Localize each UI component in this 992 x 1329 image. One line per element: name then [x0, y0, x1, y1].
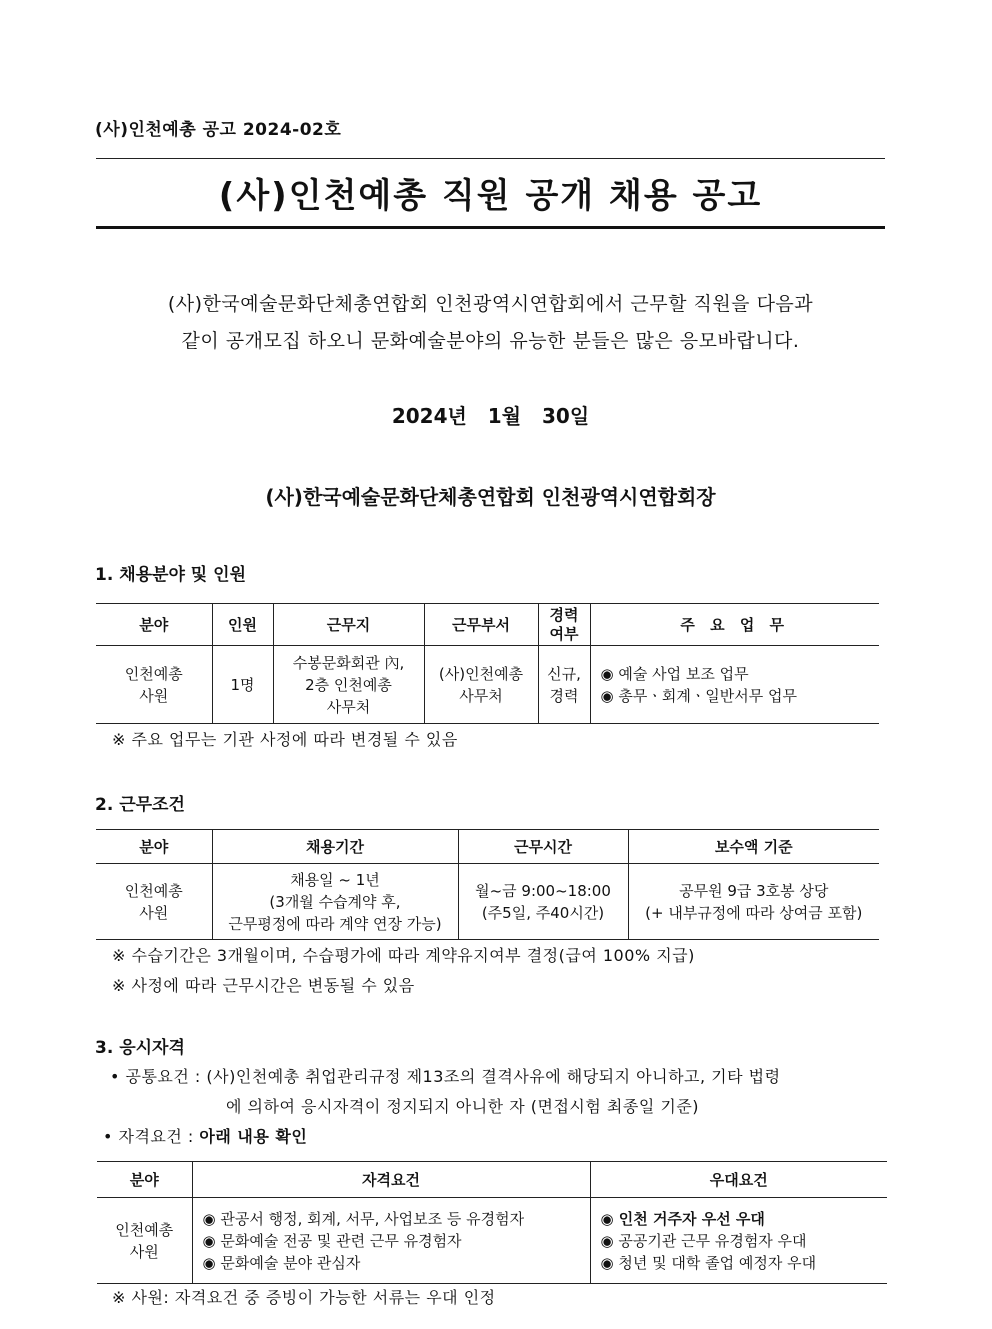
requirements-cell — [192, 1198, 590, 1284]
cell-line: 사원 — [139, 903, 169, 922]
title-top-rule — [96, 158, 885, 159]
pay-cell — [628, 864, 879, 940]
page-title: (사)인천예총 직원 공개 채용 공고 — [218, 176, 763, 216]
cell-line: 2층 인천예총 — [305, 675, 392, 694]
preference-item: ◉ 인천 거주자 우선 우대 — [600, 1209, 765, 1228]
section3-heading: 3. 응시자격 — [95, 1038, 185, 1058]
cell-line: 경력 — [549, 686, 579, 705]
section2-note-2: ※ 사정에 따라 근무시간은 변동될 수 있음 — [112, 976, 415, 995]
column-header: 근무시간 — [458, 830, 628, 864]
common-line-1: (사)인천예총 취업관리규정 제13조의 결격사유에 해당되지 아니하고, 기타 법령 — [206, 1067, 781, 1086]
table-row — [96, 864, 879, 940]
column-header: 근무지 — [273, 604, 424, 646]
count-cell: 1명 — [212, 646, 273, 724]
common-line-2: 에 의하여 응시자격이 정지되지 아니한 자 (면접시험 최종일 기준) — [226, 1097, 700, 1116]
section2-heading: 2. 근무조건 — [95, 795, 185, 815]
requirement-item: ◉ 문화예술 분야 관심자 — [202, 1253, 361, 1272]
cell-line: 채용일 ~ 1년 — [290, 870, 380, 889]
cell-line: 사무처 — [326, 697, 371, 716]
requirement-item: ◉ 관공서 행정, 회계, 서무, 사업보조 등 유경험자 — [202, 1209, 525, 1228]
cell-line: 수봉문화회관 內, — [292, 653, 405, 672]
dept-cell — [424, 646, 538, 724]
cell-line: (사)인천예총 — [438, 664, 524, 683]
notice-date: 2024년 1월 30일 — [391, 404, 590, 428]
duty-item: ◉ 예술 사업 보조 업무 — [600, 664, 749, 683]
table-header-row — [97, 1162, 887, 1198]
qualification-table — [97, 1161, 887, 1284]
table-header-row — [96, 830, 879, 864]
section3-note: ※ 사원: 자격요건 중 증빙이 가능한 서류는 우대 인정 — [112, 1288, 496, 1307]
column-header: 분야 — [97, 1162, 192, 1198]
organization-name: (사)한국예술문화단체총연합회 인천광역시연합회장 — [265, 485, 716, 509]
cell-line: 인천예총 — [124, 881, 183, 900]
column-header: 경력 여부 — [538, 604, 590, 646]
period-cell — [212, 864, 458, 940]
intro-line-1: (사)한국예술문화단체총연합회 인천광역시연합회에서 근무할 직원을 다음과 — [167, 293, 814, 315]
cell-line: (+ 내부규정에 따라 상여금 포함) — [645, 903, 863, 922]
section1-heading: 1. 채용분야 및 인원 — [95, 565, 246, 585]
cell-line: 신규, — [547, 664, 581, 683]
field-cell — [96, 646, 212, 724]
column-header: 근무부서 — [424, 604, 538, 646]
column-header: 우대요건 — [590, 1162, 887, 1198]
column-header: 채용기간 — [212, 830, 458, 864]
recruitment-table — [96, 603, 879, 724]
section1-note: ※ 주요 업무는 기관 사정에 따라 변경될 수 있음 — [112, 730, 458, 749]
column-header: 주 요 업 무 — [590, 604, 879, 646]
column-header: 자격요건 — [192, 1162, 590, 1198]
cell-line: 근무평정에 따라 계약 연장 가능) — [228, 914, 442, 933]
duties-cell — [590, 646, 879, 724]
duty-item: ◉ 총무ㆍ회계ㆍ일반서무 업무 — [600, 686, 798, 705]
cell-line: 월~금 9:00~18:00 — [475, 881, 611, 900]
cell-line: 인천예총 — [115, 1220, 174, 1239]
qualification-value: 아래 내용 확인 — [199, 1127, 308, 1146]
preference-item: ◉ 공공기관 근무 유경험자 우대 — [600, 1231, 807, 1250]
field-cell — [96, 864, 212, 940]
field-cell — [97, 1198, 192, 1284]
intro-line-2: 같이 공개모집 하오니 문화예술분야의 유능한 분들은 많은 응모바랍니다. — [181, 330, 800, 352]
notice-number: (사)인천예총 공고 2024-02호 — [95, 120, 342, 140]
section2-note-1: ※ 수습기간은 3개월이며, 수습평가에 따라 계약유지여부 결정(급여 100% 지급) — [112, 946, 695, 965]
cell-line: 사무처 — [459, 686, 503, 705]
table-header-row — [96, 604, 879, 646]
intro-paragraph — [96, 286, 885, 360]
preferences-cell — [590, 1198, 887, 1284]
column-header: 인원 — [212, 604, 273, 646]
common-label: • 공통요건 : — [110, 1067, 207, 1086]
table-row — [97, 1198, 887, 1284]
title-bottom-rule — [96, 226, 885, 229]
qualification-requirement — [103, 1124, 307, 1147]
hours-cell — [458, 864, 628, 940]
column-header: 분야 — [96, 830, 212, 864]
cell-line: 사원 — [139, 686, 169, 705]
requirement-item: ◉ 문화예술 전공 및 관련 근무 유경험자 — [202, 1231, 462, 1250]
qualification-label: • 자격요건 : — [103, 1127, 200, 1146]
table-row — [96, 646, 879, 724]
cell-line: 인천예총 — [124, 664, 183, 683]
column-header: 보수액 기준 — [628, 830, 879, 864]
place-cell — [273, 646, 424, 724]
column-header: 분야 — [96, 604, 212, 646]
preference-item: ◉ 청년 및 대학 졸업 예정자 우대 — [600, 1253, 817, 1272]
career-cell — [538, 646, 590, 724]
common-requirement — [110, 1064, 781, 1087]
cell-line: (3개월 수습계약 후, — [269, 892, 401, 911]
cell-line: 공무원 9급 3호봉 상당 — [679, 881, 829, 900]
cell-line: 사원 — [129, 1242, 159, 1261]
conditions-table — [96, 829, 879, 940]
cell-line: (주5일, 주40시간) — [481, 903, 605, 922]
